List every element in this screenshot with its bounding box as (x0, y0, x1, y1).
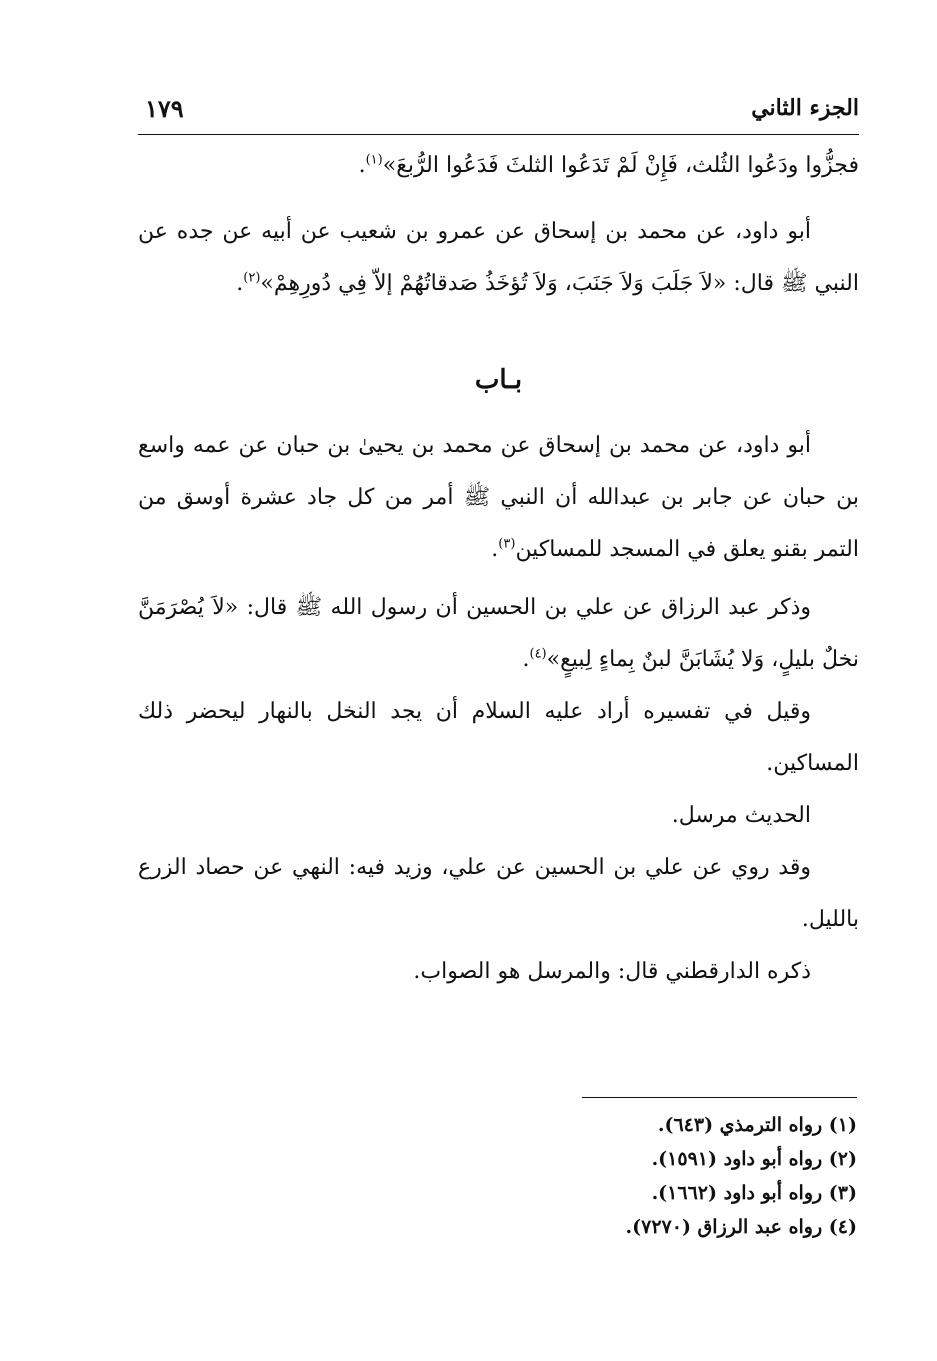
footnote-ref: (٤) (529, 646, 547, 662)
running-title: الجزء الثاني (751, 95, 859, 121)
paragraph-text: أبو داود، عن محمد بن إسحاق عن عمرو بن شعيب عن أبيه عن جده عن النبي ﷺ قال: «لاَ جَلَبَ وَلاَ جَنَبَ، وَلاَ تُؤخَذُ صَدقاتُهُمْ إلاّ فِي دُورِهِمْ» (138, 219, 859, 296)
paragraph-text: وذكر عبد الرزاق عن علي بن الحسين أن رسول الله ﷺ قال: «لاَ يُصْرَمَنَّ نخلٌ بليلٍ، وَلا يُشَابَنَّ لبنٌ بِماءٍ لِبيعٍ» (138, 595, 859, 672)
paragraph-end: . (358, 153, 366, 178)
paragraph-hadith (138, 206, 859, 310)
page-number: ١٧٩ (145, 93, 184, 123)
footnote: (٢) رواه أبو داود (١٥٩١). (651, 1148, 857, 1170)
paragraph-commentary: وقيل في تفسيره أراد عليه السلام أن يجد النخل بالنهار ليحضر ذلك المساكين. (138, 699, 859, 776)
paragraph-continuation (138, 140, 859, 192)
paragraph-text: أبو داود، عن محمد بن إسحاق عن محمد بن يحيىٰ بن حبان عن عمه واسع بن حبان عن جابر بن عبدالله أن النبي ﷺ أمر من كل جاد عشرة أوسق من التمر بقنو يعلق في المسجد للمساكين (138, 433, 859, 562)
footnote-ref: (٣) (498, 536, 516, 552)
paragraph-end: . (522, 647, 530, 672)
section-heading: بـاب (474, 365, 523, 395)
page-header (145, 88, 859, 128)
header-rule (138, 134, 859, 135)
footnote: (٣) رواه أبو داود (١٦٦٢). (651, 1182, 857, 1204)
paragraph-commentary: وقد روي عن علي بن الحسين عن علي، وزيد فيه: النهي عن حصاد الزرع بالليل. (138, 855, 859, 932)
footnote-rule (582, 1097, 857, 1098)
paragraph-commentary: الحديث مرسل. (671, 803, 811, 828)
footnote: (٤) رواه عبد الرزاق (٧٢٧٠). (625, 1216, 857, 1238)
paragraph-end: . (236, 271, 244, 296)
paragraph-text: فجزُّوا ودَعُوا الثُلث، فَإِنْ لَمْ تَدَعُوا الثلثَ فَدَعُوا الرُّبعَ» (382, 153, 859, 178)
paragraph-end: . (491, 537, 499, 562)
paragraph-commentary: ذكره الدارقطني قال: والمرسل هو الصواب. (413, 959, 811, 984)
footnote-ref: (١) (365, 152, 383, 168)
footnote-ref: (٢) (243, 270, 261, 286)
footnote: (١) رواه الترمذي (٦٤٣). (657, 1114, 857, 1136)
main-text (138, 140, 859, 998)
paragraph-hadith (138, 582, 859, 686)
paragraph-hadith (138, 420, 859, 576)
footnotes (357, 1108, 857, 1244)
